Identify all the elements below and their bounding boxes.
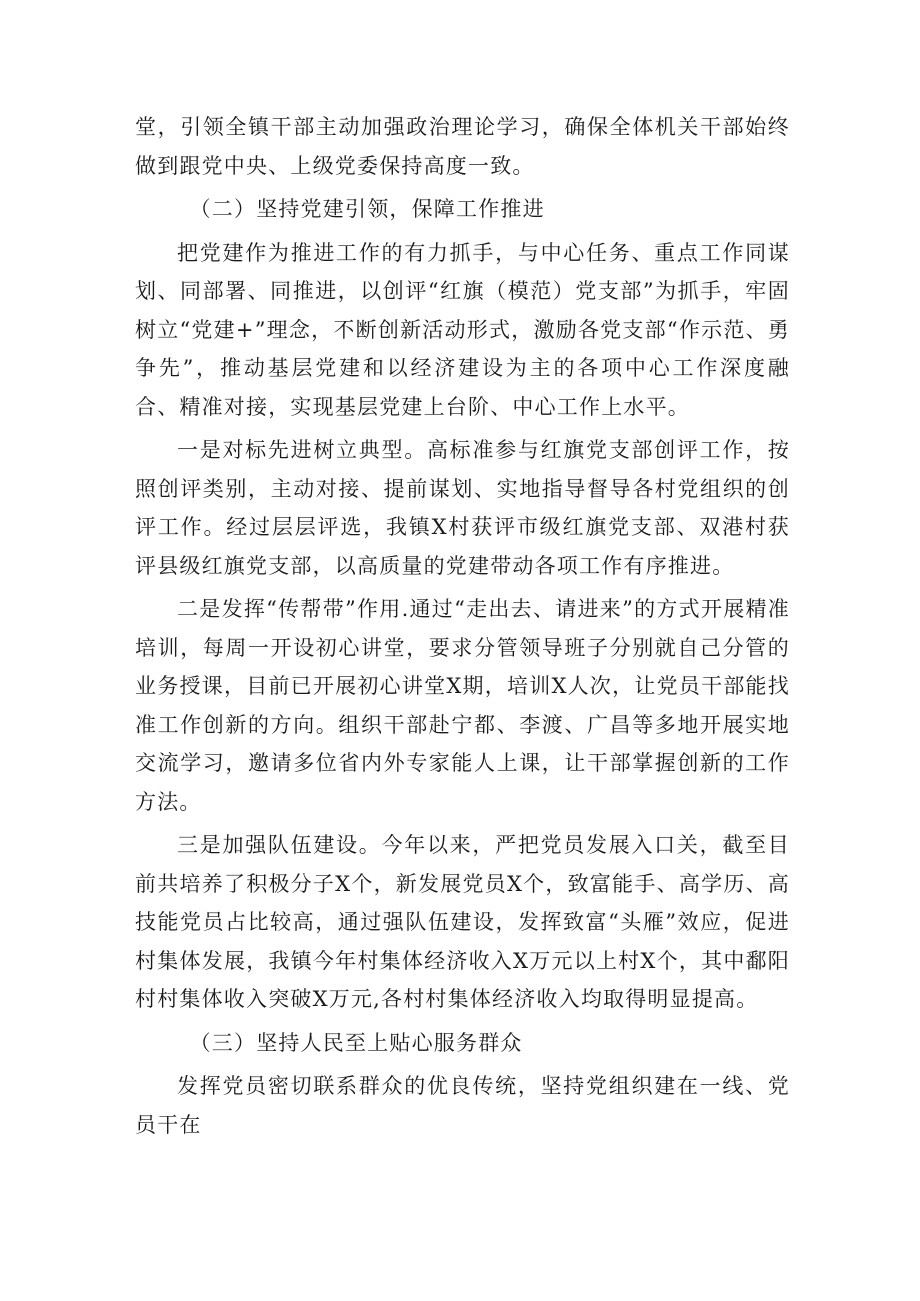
- paragraph-party-building: 把党建作为推进工作的有力抓手，与中心任务、重点工作同谋划、同部署、同推进，以创评“红旗（模范）党支部”为抓手，牢固树立“党建+”理念，不断创新活动形式，激励各党支部“作示范、勇争先”，推动基层党建和以经济建设为主的各项中心工作深度融合、精准对接，实现基层党建上台阶、中心工作上水平。: [135, 240, 790, 419]
- paragraph-team-building: 三是加强队伍建设。今年以来，严把党员发展入口关，截至目前共培养了积极分子X个，新发展党员X个，致富能手、高学历、高技能党员占比较高，通过强队伍建设，发挥致富“头雁”效应，促进村集体发展，我镇今年村集体经济收入X万元以上村X个，其中鄱阳村村集体收入突破X万元,各村村集体经济收入均取得明显提高。: [135, 833, 790, 1011]
- document-body: [135, 108, 790, 1149]
- paragraph-mentoring: 二是发挥“传帮带”作用.通过“走出去、请进来”的方式开展精准培训，每周一开设初心讲堂，要求分管领导班子分别就自己分管的业务授课，目前已开展初心讲堂X期，培训X人次，让党员干部能找准工作创新的方向。组织干部赴宁都、李渡、广昌等多地开展实地交流学习，邀请多位省内外专家能人上课，让干部掌握创新的工作方法。: [135, 597, 790, 814]
- section-heading-2: （二）坚持党建引领，保障工作推进: [189, 197, 545, 221]
- paragraph-serve-people: 发挥党员密切联系群众的优良传统，坚持党组织建在一线、党员干在: [135, 1074, 790, 1137]
- section-heading-3: （三）坚持人民至上贴心服务群众: [189, 1030, 523, 1055]
- paragraph-continued: 堂，引领全镇干部主动加强政治理论学习，确保全体机关干部始终做到跟党中央、上级党委保持高度一致。: [135, 115, 790, 178]
- paragraph-benchmark: 一是对标先进树立典型。高标准参与红旗党支部创评工作，按照创评类别，主动对接、提前谋划、实地指导督导各村党组织的创评工作。经过层层评选，我镇X村获评市级红旗党支部、双港村获评县级红旗党支部，以高质量的党建带动各项工作有序推进。: [135, 438, 790, 578]
